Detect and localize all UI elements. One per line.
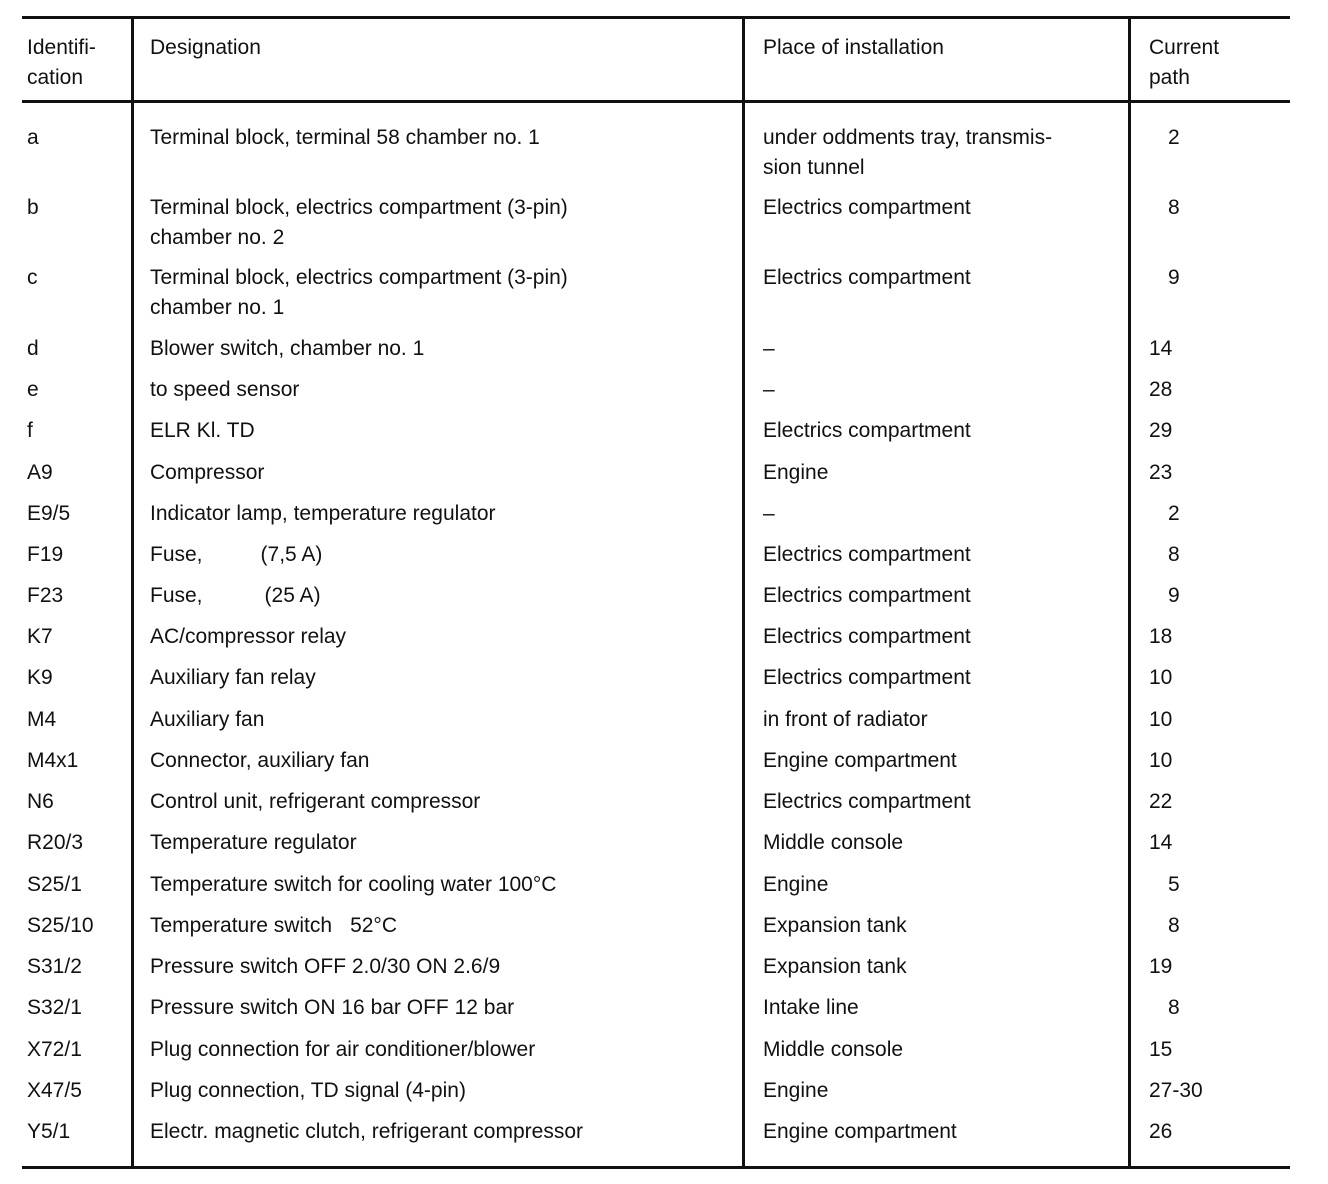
row-identification: S31/2 [27,955,82,978]
row-identification: E9/5 [27,502,71,525]
row-place: – [763,337,775,360]
row-designation [150,193,735,253]
row-current-path: 8 [1168,996,1180,1019]
row-designation-part-b: 52°C [350,914,397,937]
row-place: Electrics compartment [763,419,971,442]
table-bottom-rule [22,1166,1290,1169]
row-place: Engine compartment [763,749,957,772]
row-place: Expansion tank [763,955,907,978]
row-identification: S32/1 [27,996,82,1019]
header-path-line1: Current [1149,36,1220,59]
component-table [22,16,1290,1170]
row-designation-line1: Terminal block, electrics compartment (3-pin) [150,266,568,289]
row-designation: Temperature regulator [150,831,357,854]
header-identification-line1: Identifi- [27,36,96,59]
row-current-path: 8 [1168,914,1180,937]
row-designation: Plug connection for air conditioner/blower [150,1038,536,1061]
row-identification: K9 [27,666,53,689]
row-place: Engine compartment [763,1120,957,1143]
row-identification: d [27,337,39,360]
row-designation: AC/compressor relay [150,625,347,648]
row-identification: S25/1 [27,873,82,896]
header-identification-line2: cation [27,66,84,89]
row-place-line2: sion tunnel [763,156,865,179]
row-current-path: 27-30 [1149,1079,1203,1102]
row-current-path: 14 [1149,337,1173,360]
row-current-path: 9 [1168,266,1180,289]
row-place: Expansion tank [763,914,907,937]
row-identification: N6 [27,790,54,813]
row-identification: X72/1 [27,1038,82,1061]
row-identification: b [27,196,39,219]
row-current-path: 2 [1168,502,1180,525]
row-identification: R20/3 [27,831,84,854]
row-current-path: 22 [1149,790,1173,813]
row-designation-part-b: (7,5 A) [260,543,323,566]
row-designation: Compressor [150,461,265,484]
column-divider [742,16,745,1169]
row-place: – [763,378,775,401]
row-current-path: 8 [1168,543,1180,566]
row-designation-part-a: Temperature switch [150,914,333,937]
header-identification [27,33,127,93]
row-current-path: 29 [1149,419,1173,442]
row-designation [150,911,735,941]
row-designation [150,540,735,570]
row-place: Electrics compartment [763,625,971,648]
row-designation: Control unit, refrigerant compressor [150,790,481,813]
header-designation: Designation [150,36,261,59]
row-current-path: 5 [1168,873,1180,896]
row-designation: Connector, auxiliary fan [150,749,370,772]
row-place: Intake line [763,996,859,1019]
row-place: Electrics compartment [763,584,971,607]
table-header-rule [22,100,1290,103]
row-place: Engine [763,873,829,896]
row-current-path: 8 [1168,196,1180,219]
row-designation: Electr. magnetic clutch, refrigerant compressor [150,1120,584,1143]
row-current-path: 2 [1168,126,1180,149]
table-top-rule [22,16,1290,19]
row-identification: c [27,266,38,289]
row-designation-line2: chamber no. 2 [150,226,285,249]
row-designation: Auxiliary fan relay [150,666,316,689]
row-identification: e [27,378,39,401]
row-designation: Plug connection, TD signal (4-pin) [150,1079,466,1102]
row-place-line1: under oddments tray, transmis- [763,126,1053,149]
row-place: – [763,502,775,525]
column-divider [1128,16,1131,1169]
row-current-path: 9 [1168,584,1180,607]
row-identification: a [27,126,39,149]
row-place: Middle console [763,1038,904,1061]
row-current-path: 19 [1149,955,1173,978]
row-place: Electrics compartment [763,790,971,813]
row-designation: Terminal block, terminal 58 chamber no. 1 [150,126,540,149]
row-current-path: 28 [1149,378,1173,401]
row-place: in front of radiator [763,708,928,731]
row-identification: X47/5 [27,1079,82,1102]
row-current-path: 14 [1149,831,1173,854]
header-place-of-installation: Place of installation [763,36,944,59]
row-designation: Indicator lamp, temperature regulator [150,502,496,525]
row-current-path: 26 [1149,1120,1173,1143]
row-current-path: 15 [1149,1038,1173,1061]
row-identification: F23 [27,584,64,607]
row-identification: M4x1 [27,749,79,772]
row-designation [150,581,735,611]
row-place: Electrics compartment [763,196,971,219]
row-identification: M4 [27,708,57,731]
row-current-path: 23 [1149,461,1173,484]
row-place: Middle console [763,831,904,854]
row-place: Electrics compartment [763,666,971,689]
row-designation: Auxiliary fan [150,708,265,731]
row-designation [150,263,735,323]
row-place: Engine [763,1079,829,1102]
row-place [763,123,1123,183]
row-place: Engine [763,461,829,484]
row-designation: Pressure switch OFF 2.0/30 ON 2.6/9 [150,955,501,978]
row-identification: S25/10 [27,914,94,937]
column-divider [131,16,134,1169]
row-designation-part-a: Fuse, [150,543,203,566]
row-place: Electrics compartment [763,266,971,289]
row-designation-part-b: (25 A) [264,584,321,607]
row-current-path: 18 [1149,625,1173,648]
row-current-path: 10 [1149,708,1173,731]
row-designation-part-a: Fuse, [150,584,203,607]
row-current-path: 10 [1149,666,1173,689]
row-designation: to speed sensor [150,378,300,401]
row-designation: Temperature switch for cooling water 100°C [150,873,557,896]
row-place: Electrics compartment [763,543,971,566]
row-identification: Y5/1 [27,1120,71,1143]
row-designation: Pressure switch ON 16 bar OFF 12 bar [150,996,515,1019]
row-designation-line2: chamber no. 1 [150,296,285,319]
header-current-path [1149,33,1279,93]
row-designation-line1: Terminal block, electrics compartment (3-pin) [150,196,568,219]
row-designation: ELR Kl. TD [150,419,255,442]
row-current-path: 10 [1149,749,1173,772]
row-identification: A9 [27,461,53,484]
row-identification: F19 [27,543,64,566]
row-identification: f [27,419,33,442]
row-designation: Blower switch, chamber no. 1 [150,337,425,360]
row-identification: K7 [27,625,53,648]
header-path-line2: path [1149,66,1190,89]
